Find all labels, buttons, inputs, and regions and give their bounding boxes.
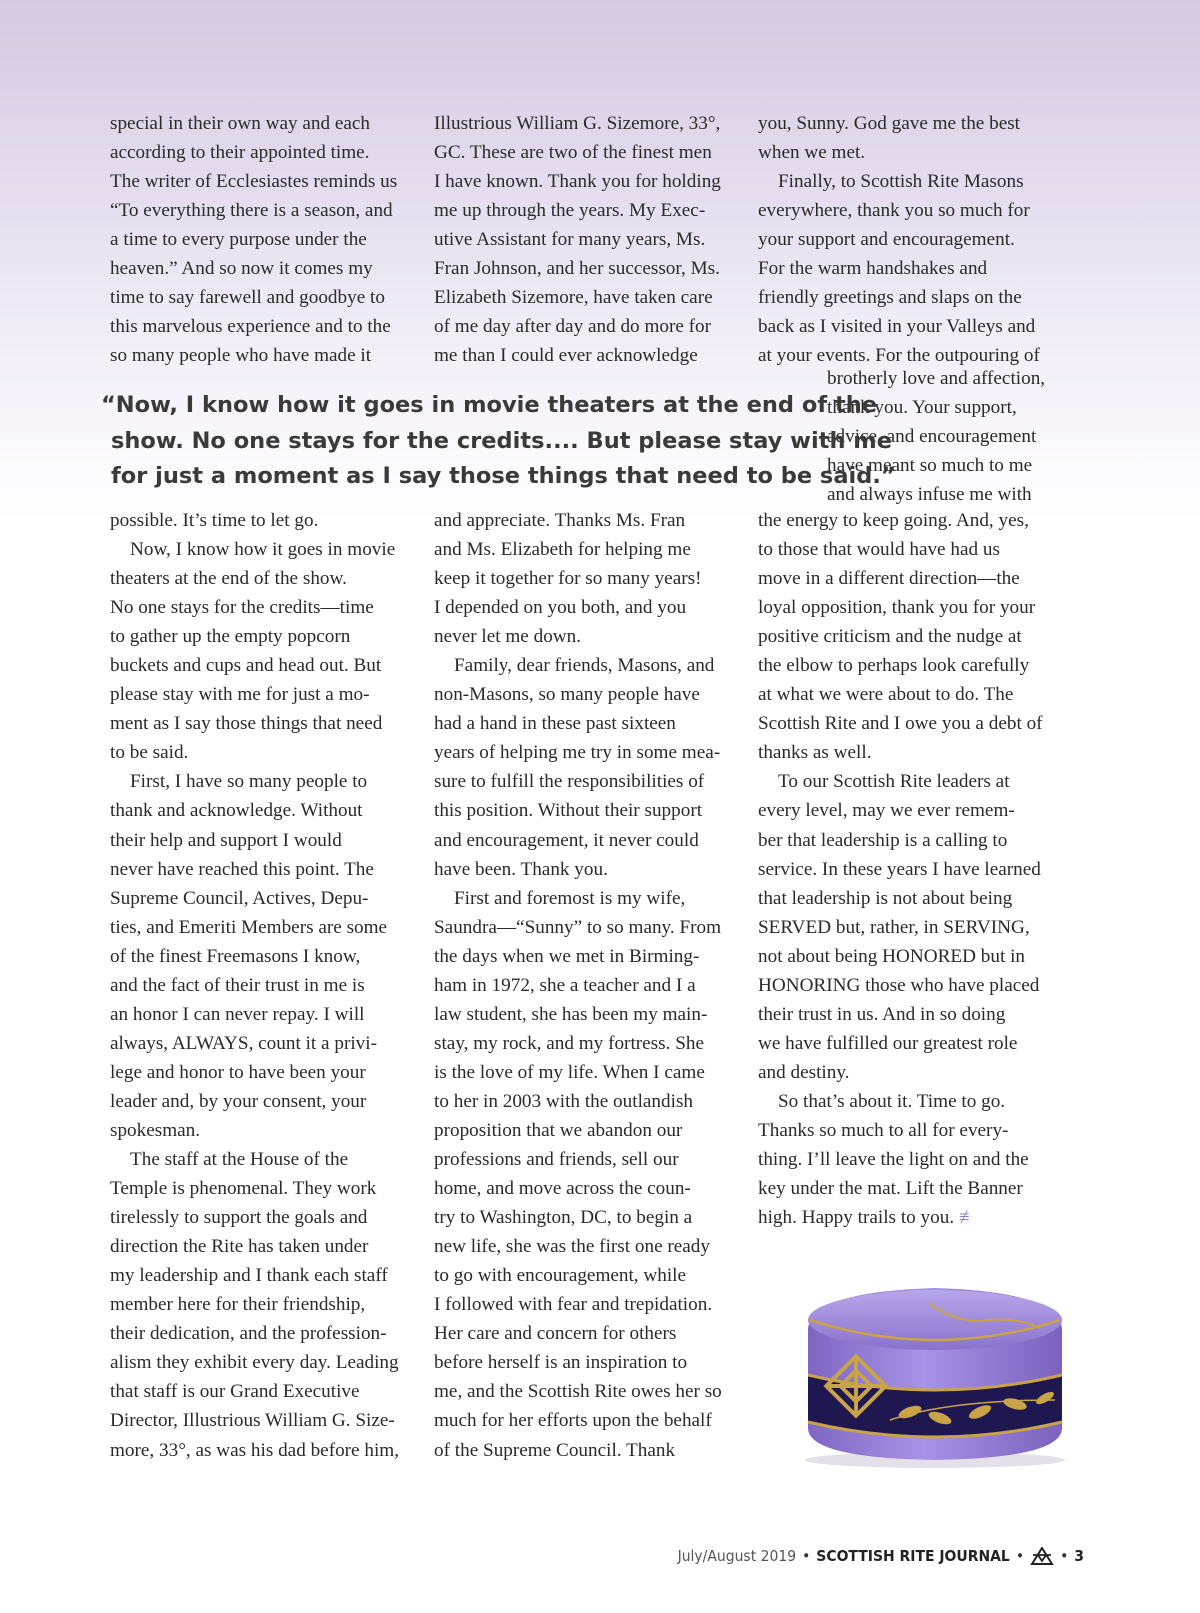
text-line: member here for their friendship,	[110, 1294, 366, 1316]
text-line: Finally, to Scottish Rite Masons	[778, 171, 1024, 193]
text-line: alism they exhibit every day. Leading	[110, 1352, 399, 1374]
text-line: please stay with me for just a mo-	[110, 684, 370, 706]
text-line: advice, and encouragement	[827, 426, 1037, 448]
text-line: Family, dear friends, Masons, and	[454, 655, 715, 677]
text-line: thing. I’ll leave the light on and the	[758, 1149, 1029, 1171]
text-line: ment as I say those things that need	[110, 713, 383, 735]
text-line: thank you. Your support,	[827, 397, 1017, 419]
text-line: loyal opposition, thank you for your	[758, 597, 1036, 619]
text-line: ber that leadership is a calling to	[758, 829, 1008, 851]
text-line: To our Scottish Rite leaders at	[778, 771, 1010, 793]
text-line: possible. It’s time to let go.	[110, 510, 319, 531]
text-line: a time to every purpose under the	[110, 229, 367, 251]
text-line: “To everything there is a season, and	[110, 200, 393, 222]
text-line: when we met.	[758, 142, 866, 164]
text-line: never let me down.	[434, 626, 582, 648]
text-line: brotherly love and affection,	[827, 368, 1046, 389]
text-line: this marvelous experience and to the	[110, 316, 391, 338]
text-line: to gather up the empty popcorn	[110, 626, 351, 648]
text-line: So that’s about it. Time to go.	[778, 1090, 1006, 1112]
text-line: thank and acknowledge. Without	[110, 800, 363, 822]
text-line: have been. Thank you.	[434, 858, 608, 880]
text-line: tirelessly to support the goals and	[110, 1207, 368, 1229]
text-line: that leadership is not about being	[758, 887, 1013, 909]
page-number: 3	[1074, 1547, 1084, 1565]
text-line: ties, and Emeriti Members are some	[110, 916, 388, 938]
column-2-top	[434, 109, 744, 370]
footer-separator: •	[802, 1547, 811, 1565]
text-line: to those that would have had us	[758, 539, 1000, 561]
text-line: at your events. For the outpouring of	[758, 345, 1040, 367]
text-line: and always infuse me with	[827, 484, 1032, 506]
text-line: an honor I can never repay. I will	[110, 1003, 365, 1025]
text-line: For the warm handshakes and	[758, 258, 988, 280]
pull-quote-line: for just a moment as I say those things that need to be said.”	[111, 463, 896, 489]
text-line: their trust in us. And in so doing	[758, 1003, 1006, 1025]
page-footer	[678, 1547, 1084, 1565]
text-line: every level, may we ever remem-	[758, 800, 1015, 822]
text-line: the days when we met in Birming-	[434, 945, 700, 967]
text-line: at what we were about to do. The	[758, 684, 1014, 706]
text-line: Elizabeth Sizemore, have taken care	[434, 287, 713, 309]
text-line: and encouragement, it never could	[434, 829, 699, 851]
text-line: sure to fulfill the responsibilities of	[434, 771, 705, 793]
text-line: proposition that we abandon our	[434, 1119, 683, 1141]
issue-date: July/August 2019	[677, 1547, 797, 1565]
text-line: the elbow to perhaps look carefully	[758, 655, 1030, 677]
text-line: professions and friends, sell our	[434, 1149, 679, 1171]
text-line: of the Supreme Council. Thank	[434, 1439, 676, 1461]
text-line: before herself is an inspiration to	[434, 1352, 688, 1374]
text-line: ham in 1972, she a teacher and I a	[434, 974, 696, 996]
text-line: thanks as well.	[758, 742, 872, 764]
text-line: had a hand in these past sixteen	[434, 713, 676, 735]
text-line: Scottish Rite and I owe you a debt of	[758, 713, 1043, 735]
text-line: GC. These are two of the finest men	[434, 142, 712, 164]
text-line: Temple is phenomenal. They work	[110, 1178, 377, 1200]
text-line: years of helping me try in some mea-	[434, 742, 721, 764]
text-line: Thanks so much to all for every-	[758, 1119, 1009, 1141]
text-line: try to Washington, DC, to begin a	[434, 1207, 693, 1229]
text-line: lege and honor to have been your	[110, 1061, 366, 1083]
text-line: special in their own way and each	[110, 113, 370, 134]
pull-quote-line: show. No one stays for the credits.... But please stay with me	[111, 427, 892, 454]
text-line: SERVED but, rather, in SERVING,	[758, 916, 1030, 938]
text-line: me, and the Scottish Rite owes her so	[434, 1381, 722, 1403]
text-line: Saundra—“Sunny” to so many. From	[434, 916, 722, 938]
text-line: not about being HONORED but in	[758, 945, 1026, 967]
text-line: law student, she has been my main-	[434, 1003, 708, 1025]
text-line: you, Sunny. God gave me the best	[758, 113, 1021, 134]
text-line: that staff is our Grand Executive	[110, 1381, 360, 1403]
text-line: First, I have so many people to	[130, 771, 368, 793]
text-line: according to their appointed time.	[110, 142, 370, 164]
column-1-bottom	[110, 506, 420, 1465]
text-line: back as I visited in your Valleys and	[758, 316, 1036, 338]
text-line: direction the Rite has taken under	[110, 1236, 369, 1258]
text-line: utive Assistant for many years, Ms.	[434, 229, 706, 251]
text-line: spokesman.	[110, 1119, 201, 1141]
text-line: so many people who have made it	[110, 345, 372, 367]
column-2-bottom	[434, 506, 744, 1465]
text-line: Now, I know how it goes in movie	[130, 539, 396, 561]
text-line: high. Happy trails to you. ≢	[758, 1207, 978, 1229]
text-line: never have reached this point. The	[110, 858, 374, 880]
text-line: your support and encouragement.	[758, 229, 1015, 251]
column-3-bottom	[758, 506, 1068, 1232]
text-line: me than I could ever acknowledge	[434, 345, 698, 367]
text-line: I followed with fear and trepidation.	[434, 1294, 713, 1316]
double-eagle-emblem-icon	[1030, 1547, 1054, 1565]
text-line: the energy to keep going. And, yes,	[758, 510, 1029, 531]
end-mark-icon: ≢	[954, 1207, 978, 1229]
text-line: key under the mat. Lift the Banner	[758, 1178, 1023, 1200]
text-line: always, ALWAYS, count it a privi-	[110, 1032, 377, 1054]
text-line: home, and move across the coun-	[434, 1178, 691, 1200]
text-line: and the fact of their trust in me is	[110, 974, 365, 996]
text-line: leader and, by your consent, your	[110, 1090, 367, 1112]
text-line: everywhere, thank you so much for	[758, 200, 1030, 222]
text-line: new life, she was the first one ready	[434, 1236, 710, 1258]
text-line: I depended on you both, and you	[434, 597, 687, 619]
text-line: my leadership and I thank each staff	[110, 1265, 388, 1287]
text-line: we have fulfilled our greatest role	[758, 1032, 1018, 1054]
text-line: Her care and concern for others	[434, 1323, 677, 1345]
text-line: to her in 2003 with the outlandish	[434, 1090, 694, 1112]
text-line: and Ms. Elizabeth for helping me	[434, 539, 691, 561]
text-line: stay, my rock, and my fortress. She	[434, 1032, 704, 1054]
text-line: move in a different direction—the	[758, 568, 1020, 590]
text-line: and appreciate. Thanks Ms. Fran	[434, 510, 686, 531]
text-line: to go with encouragement, while	[434, 1265, 687, 1287]
text-line: theaters at the end of the show.	[110, 568, 347, 590]
text-line: and destiny.	[758, 1061, 850, 1083]
text-line: is the love of my life. When I came	[434, 1061, 705, 1083]
column-3-top	[758, 109, 1068, 370]
text-line: Supreme Council, Actives, Depu-	[110, 887, 369, 909]
pull-quote-line: “Now, I know how it goes in movie theaters at the end of the	[101, 392, 877, 418]
text-line: buckets and cups and head out. But	[110, 655, 382, 677]
column-1-top	[110, 109, 420, 370]
text-line: The staff at the House of the	[130, 1149, 349, 1171]
text-line: Fran Johnson, and her successor, Ms.	[434, 258, 720, 280]
text-line: this position. Without their support	[434, 800, 703, 822]
journal-title: SCOTTISH RITE JOURNAL	[816, 1547, 1010, 1565]
text-line: to be said.	[110, 742, 189, 764]
text-line: non-Masons, so many people have	[434, 684, 700, 706]
text-line: I have known. Thank you for holding	[434, 171, 721, 193]
footer-separator: •	[1060, 1547, 1069, 1565]
text-line: No one stays for the credits—time	[110, 597, 374, 619]
text-line: service. In these years I have learned	[758, 858, 1041, 880]
text-line: Director, Illustrious William G. Size-	[110, 1410, 395, 1432]
text-line: First and foremost is my wife,	[454, 887, 686, 909]
footer-separator: •	[1015, 1547, 1025, 1565]
text-line: time to say farewell and goodbye to	[110, 287, 385, 309]
text-line: of me day after day and do more for	[434, 316, 712, 338]
text-line: much for her efforts upon the behalf	[434, 1410, 712, 1432]
text-line: of the finest Freemasons I know,	[110, 945, 361, 967]
text-line: The writer of Ecclesiastes reminds us	[110, 171, 398, 193]
text-line: friendly greetings and slaps on the	[758, 287, 1022, 309]
text-line: have meant so much to me	[827, 455, 1033, 477]
text-line: their help and support I would	[110, 829, 342, 851]
pull-quote	[101, 388, 896, 495]
text-line: Illustrious William G. Sizemore, 33°,	[434, 113, 721, 134]
text-line: their dedication, and the profession-	[110, 1323, 387, 1345]
text-line: keep it together for so many years!	[434, 568, 702, 590]
text-line: positive criticism and the nudge at	[758, 626, 1022, 648]
text-line: me up through the years. My Exec-	[434, 200, 706, 222]
purple-masonic-cap-icon	[790, 1280, 1080, 1470]
text-line: more, 33°, as was his dad before him,	[110, 1439, 400, 1461]
text-line: HONORING those who have placed	[758, 974, 1040, 996]
text-line: heaven.” And so now it comes my	[110, 258, 373, 280]
